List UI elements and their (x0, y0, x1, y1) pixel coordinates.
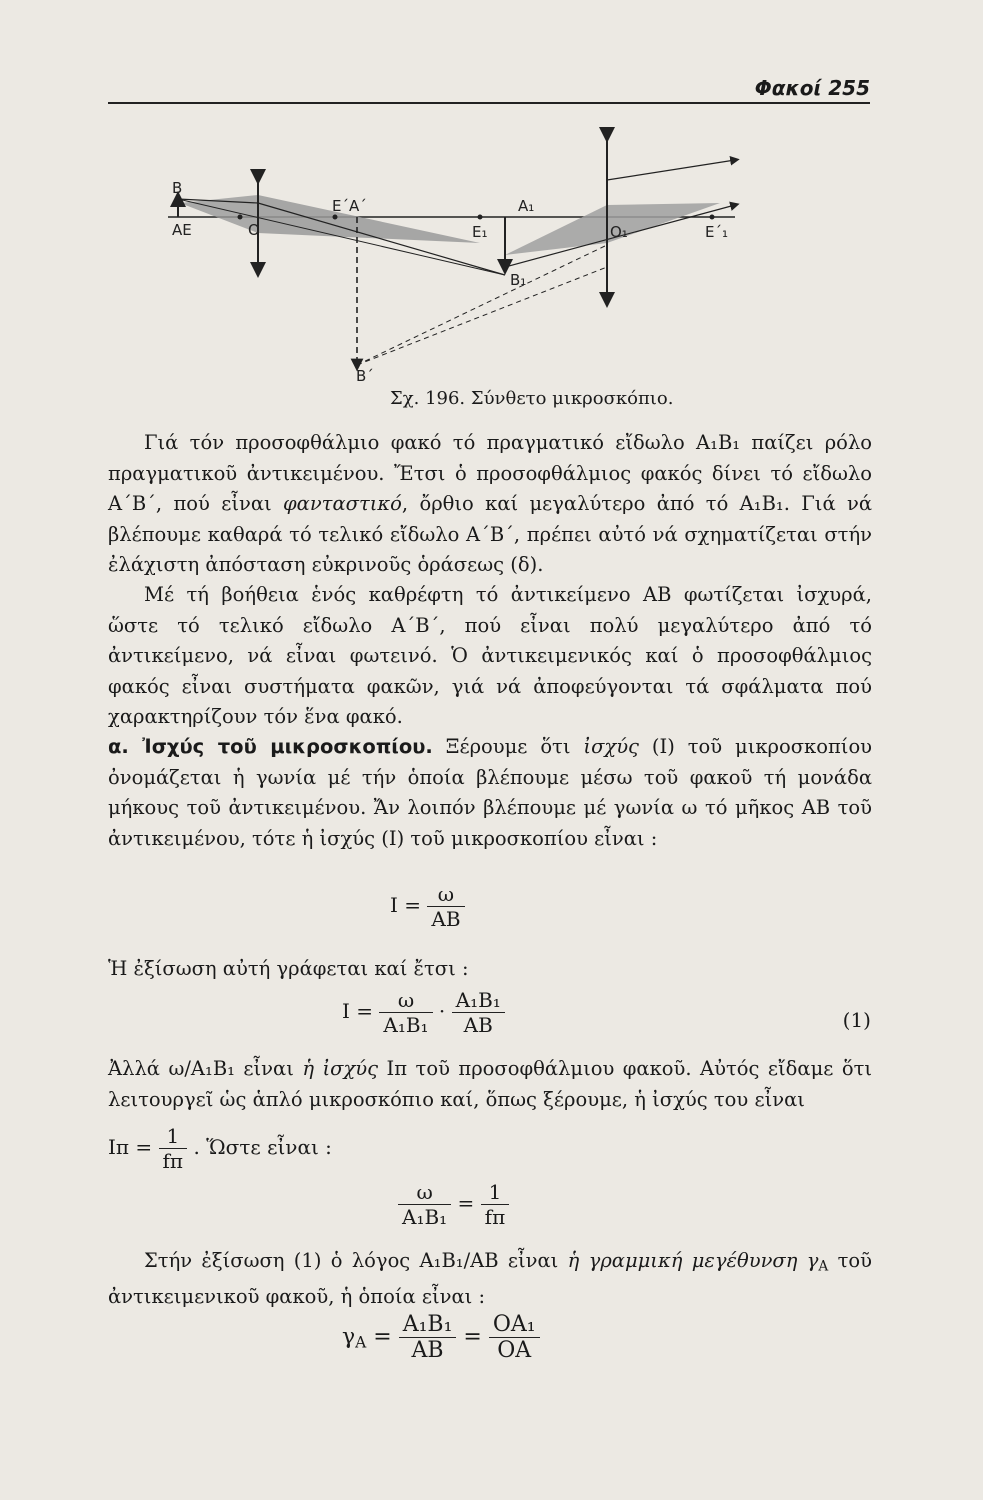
label-E1p: E΄₁ (705, 223, 728, 241)
line-eq2 (108, 954, 872, 985)
eq4-frac1 (398, 1180, 451, 1229)
para3-a: Ἀλλά ω/A₁B₁ εἶναι (108, 1057, 294, 1080)
eq4-den2: fπ (484, 1205, 506, 1229)
equation-5 (342, 1312, 540, 1363)
eq3-num: 1 (159, 1124, 188, 1149)
eq3-den: fπ (162, 1149, 184, 1173)
eq2-num1: ω (379, 988, 432, 1013)
section-title: α. Ἰσχύς τοῦ μικροσκοπίου. (108, 735, 433, 758)
label-O: O (248, 221, 260, 239)
eq2-frac2 (452, 988, 505, 1037)
eq4-equals: = (457, 1191, 475, 1215)
equation-2 (342, 988, 505, 1037)
para1-text: Γιά τόν προσοφθάλμιο φακό τό πραγματικό εἴδωλο A₁B₁ παίζει ρόλο πραγματικοῦ ἀντικειμένου. Ἔτσι ὁ προσοφθάλμιος φακός δίνει τό εἴδωλο A΄B΄, πού εἶναι (108, 431, 872, 515)
equation-3 (108, 1124, 332, 1173)
equation-1 (390, 882, 465, 931)
paragraph-2 (108, 580, 872, 733)
eq2-number: (1) (842, 1008, 871, 1032)
eq4-den1: A₁B₁ (402, 1205, 448, 1229)
para3-b: Iπ τοῦ προσοφθάλμιου φακοῦ. Αὐτός εἴδαμε ὅτι λειτουργεῖ ὡς ἁπλό μικροσκόπιο καί, ὅπως ξέρουμε, ἡ ἰσχύς του εἶναι (108, 1057, 872, 1111)
equation-4 (398, 1180, 509, 1229)
paragraph-1 (108, 428, 872, 581)
eq1-lhs: I = (390, 893, 422, 917)
label-Bp: B΄ (356, 367, 374, 385)
section-text-a: Ξέρουμε ὅτι (445, 735, 571, 758)
label-A1: A₁ (518, 197, 535, 215)
eq4-frac2 (481, 1180, 510, 1229)
eq5-den1: AB (411, 1338, 444, 1363)
eq3-fraction (159, 1124, 188, 1173)
eq2-den1: A₁B₁ (383, 1013, 429, 1037)
paragraph-3 (108, 1054, 872, 1115)
para1-emphasis: φανταστικό (283, 492, 402, 515)
para1-rest: , ὄρθιο καί μεγαλύτερο ἀπό τό A₁B₁. Γιά νά βλέπουμε καθαρά τό τελικό εἴδωλο A΄B΄, πρέπει αὐτό νά σχηματίζεται στήν ἐλάχιστη ἀπόσταση εὐκρινοῦς ὁράσεως (δ). (108, 492, 872, 576)
eq5-equals-2: = (463, 1324, 482, 1350)
eq5-den2: OA (497, 1338, 532, 1363)
eq2-den2: AB (463, 1013, 493, 1037)
eq5-equals-1: = (373, 1324, 392, 1350)
eq5-num1: A₁B₁ (399, 1312, 457, 1338)
figure-caption: Σχ. 196. Σύνθετο μικροσκόπιο. (390, 388, 674, 409)
para4-b: τοῦ ἀντικειμενικοῦ φακοῦ, ἡ ὁποία εἶναι : (108, 1249, 872, 1308)
eq3-lhs: Iπ = (108, 1135, 153, 1159)
eq5-frac1 (399, 1312, 457, 1363)
line-eq2-text: Ἡ ἐξίσωση αὐτή γράφεται καί ἔτσι : (108, 957, 469, 980)
eq1-num: ω (427, 882, 464, 907)
eq5-frac2 (489, 1312, 540, 1363)
label-AE: AE (172, 221, 192, 239)
para3-emphasis: ἡ ἰσχύς (302, 1057, 379, 1080)
para4-emphasis: ἡ γραμμική μεγέθυνση γ (567, 1249, 819, 1272)
section-power (108, 732, 872, 854)
label-E1: E₁ (472, 223, 488, 241)
label-EA: E΄A΄ (332, 197, 367, 215)
eq5-num2: OA₁ (489, 1312, 540, 1338)
eq2-frac1 (379, 988, 432, 1037)
para4-a: Στήν ἐξίσωση (1) ὁ λόγος A₁B₁/AB εἶναι (144, 1249, 559, 1272)
eq1-fraction (427, 882, 464, 931)
section-text-b: (I) τοῦ μικροσκοπίου ὀνομάζεται ἡ γωνία μέ τήν ὁποία βλέπουμε μέσω τοῦ φακοῦ τή μονάδα μήκους τοῦ ἀντικειμένου. Ἄν λοιπόν βλέπουμε μέ γωνία ω τό μῆκος AB τοῦ ἀντικειμένου, τότε ἡ ἰσχύς (I) τοῦ μικροσκοπίου εἶναι : (108, 735, 873, 850)
label-B: B (172, 179, 183, 197)
para4-sub: A (818, 1258, 829, 1275)
eq3-rest: . Ὥστε εἶναι : (193, 1135, 332, 1159)
microscope-diagram (160, 125, 770, 395)
eq4-num2: 1 (481, 1180, 510, 1205)
eq5-lhs-sub: A (355, 1333, 367, 1352)
eq2-num2: A₁B₁ (452, 988, 505, 1013)
header-title: Φακοί 255 (754, 76, 870, 100)
eq1-den: AB (431, 907, 461, 931)
eq2-dot: · (438, 999, 446, 1023)
eq4-num1: ω (398, 1180, 451, 1205)
eq5-lhs: γ (342, 1324, 356, 1350)
page-header (108, 72, 870, 104)
para2-text: Μέ τή βοήθεια ἑνός καθρέφτη τό ἀντικείμενο AB φωτίζεται ἰσχυρά, ὥστε τό τελικό εἴδωλο A΄B΄, πού εἶναι πολύ μεγαλύτερο ἀπό τό ἀντικείμενο, νά εἶναι φωτεινό. Ὁ ἀντικειμενικός καί ὁ προσοφθάλμιος φακός εἶναι συστήματα φακῶν, γιά νά ἀποφεύγονται τά σφάλματα πού χαρακτηρίζουν τόν ἕνα φακό. (108, 583, 872, 728)
paragraph-4 (108, 1246, 872, 1312)
eq2-lhs: I = (342, 999, 374, 1023)
label-B1: B₁ (510, 271, 527, 289)
label-O1: O₁ (610, 223, 628, 241)
section-emphasis: ἰσχύς (583, 735, 639, 758)
